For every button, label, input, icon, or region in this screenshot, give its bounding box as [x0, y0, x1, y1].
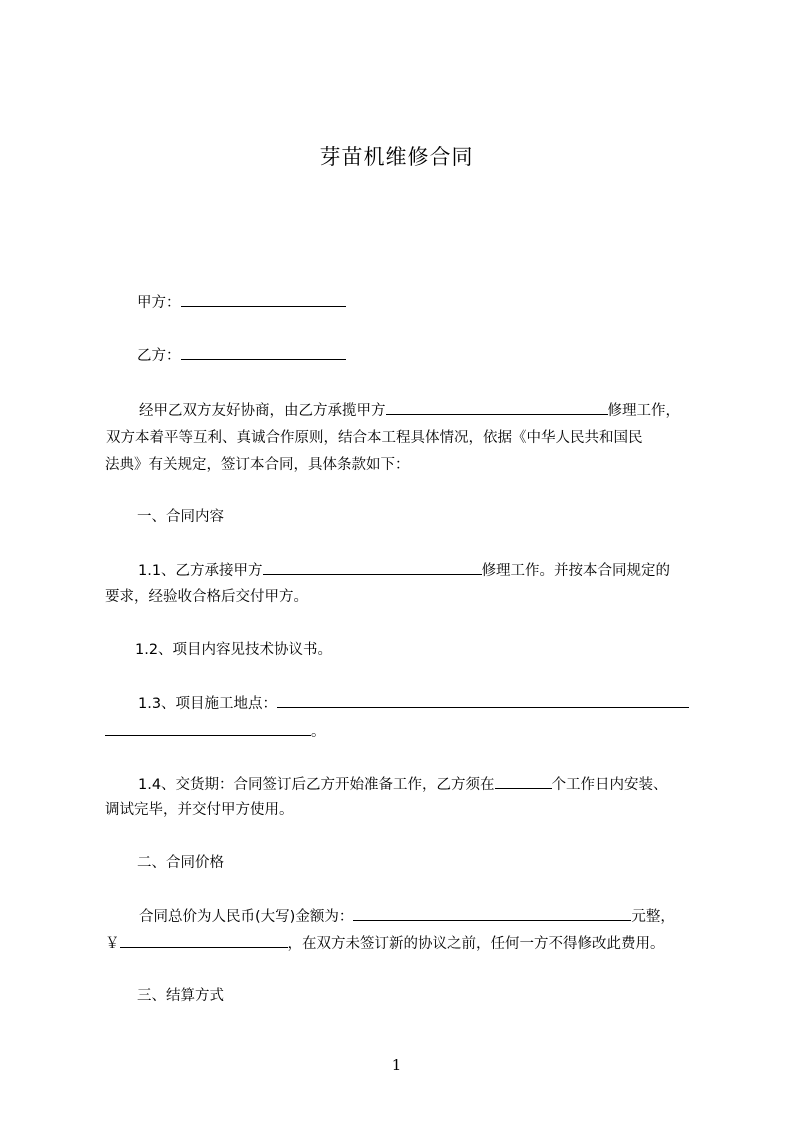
price-line-1 — [139, 906, 675, 927]
section-1-heading: 一、合同内容 — [137, 509, 224, 525]
clause-1-3-line-2 — [105, 721, 326, 742]
section-3-heading: 三、结算方式 — [137, 988, 224, 1004]
party-b-line — [137, 345, 346, 366]
document-title: 芽苗机维修合同 — [319, 145, 474, 169]
intro-line-3: 法典》有关规定，签订本合同，具体条款如下： — [105, 457, 410, 473]
clause-1-1 — [138, 560, 670, 581]
yen-symbol: ￥ — [105, 936, 120, 952]
price-text: 合同总价为人民币(大写)金额为： — [139, 909, 354, 925]
clause-1-3-blank-2 — [105, 721, 311, 736]
price-words-blank — [353, 906, 631, 921]
intro-text: 经甲乙双方友好协商，由乙方承揽甲方 — [139, 403, 386, 419]
price-text: 元整， — [631, 909, 675, 925]
clause-1-4 — [138, 774, 668, 795]
clause-text: 1.4、交货期：合同签订后乙方开始准备工作，乙方须在 — [138, 777, 495, 793]
intro-text: 修理工作， — [607, 403, 680, 419]
party-b-blank — [181, 345, 346, 360]
clause-1-1-blank — [263, 560, 482, 575]
party-b-label: 乙方： — [137, 348, 181, 364]
section-2-heading: 二、合同价格 — [137, 855, 224, 871]
intro-blank — [386, 400, 608, 415]
page-number: 1 — [391, 1056, 402, 1074]
intro-line-1 — [139, 400, 680, 421]
clause-1-1-line-2: 要求，经验收合格后交付甲方。 — [105, 589, 308, 605]
party-a-line — [137, 292, 346, 313]
clause-1-2: 1.2、项目内容见技术协议书。 — [135, 642, 333, 658]
clause-1-3 — [138, 693, 689, 714]
clause-1-3-blank — [277, 693, 689, 708]
price-line-2 — [105, 933, 665, 954]
clause-text: 。 — [311, 724, 326, 740]
clause-1-4-blank — [495, 774, 552, 789]
intro-line-2: 双方本着平等互利、真诚合作原则，结合本工程具体情况，依据《中华人民共和国民 — [106, 430, 643, 446]
price-number-blank — [120, 933, 288, 948]
party-a-blank — [181, 292, 346, 307]
clause-text: 1.3、项目施工地点： — [138, 696, 278, 712]
party-a-label: 甲方： — [137, 295, 181, 311]
clause-text: 1.1、乙方承接甲方 — [138, 563, 263, 579]
clause-text: 修理工作。并按本合同规定的 — [481, 563, 671, 579]
clause-1-4-line-2: 调试完毕，并交付甲方使用。 — [105, 802, 294, 818]
price-text: ，在双方未签订新的协议之前，任何一方不得修改此费用。 — [287, 936, 665, 952]
clause-text: 个工作日内安装、 — [551, 777, 668, 793]
